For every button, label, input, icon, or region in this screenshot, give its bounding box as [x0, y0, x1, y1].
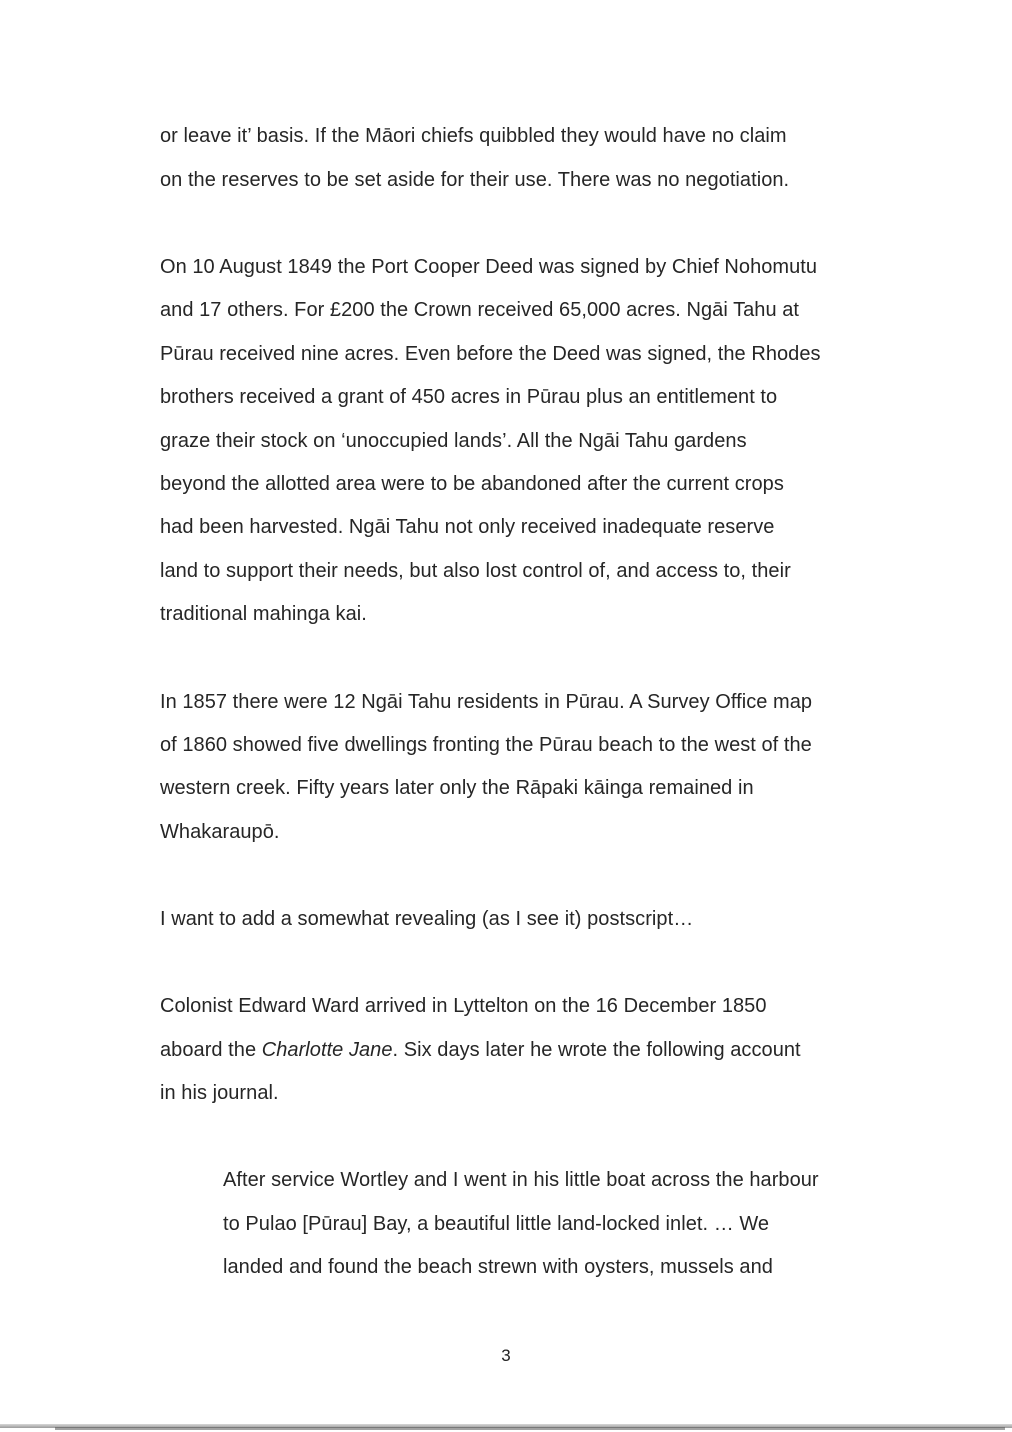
scan-bottom-shadow	[55, 1427, 1005, 1430]
quote-line: landed and found the beach strewn with oysters, mussels and	[223, 1256, 773, 1278]
text-line: In 1857 there were 12 Ngāi Tahu residents in Pūrau. A Survey Office map	[160, 691, 813, 713]
text-line: western creek. Fifty years later only the Rāpaki kāinga remained in	[160, 777, 754, 799]
text-line: had been harvested. Ngāi Tahu not only received inadequate reserve	[160, 516, 775, 538]
text-line: beyond the allotted area were to be abandoned after the current crops	[160, 473, 784, 495]
text-run: aboard the	[160, 1039, 262, 1061]
quote-line: to Pulao [Pūrau] Bay, a beautiful little land-locked inlet. … We	[223, 1213, 770, 1235]
text-line: on the reserves to be set aside for their use. There was no negotiation.	[160, 169, 790, 191]
text-line: traditional mahinga kai.	[160, 603, 367, 625]
text-line: Pūrau received nine acres. Even before the Deed was signed, the Rhodes	[160, 343, 821, 365]
text-line: land to support their needs, but also lost control of, and access to, their	[160, 560, 791, 582]
text-line: On 10 August 1849 the Port Cooper Deed was signed by Chief Nohomutu	[160, 256, 818, 278]
text-line: or leave it’ basis. If the Māori chiefs quibbled they would have no claim	[160, 125, 787, 147]
text-line: in his journal.	[160, 1082, 279, 1104]
text-line: Whakaraupō.	[160, 821, 280, 843]
text-line-with-italic	[160, 1037, 801, 1063]
text-run: . Six days later he wrote the following account	[392, 1039, 801, 1061]
ship-name: Charlotte Jane	[261, 1039, 393, 1061]
text-line: and 17 others. For £200 the Crown received 65,000 acres. Ngāi Tahu at	[160, 299, 800, 321]
text-line: Colonist Edward Ward arrived in Lyttelton on the 16 December 1850	[160, 995, 767, 1017]
page-number: 3	[501, 1346, 511, 1365]
text-line: of 1860 showed five dwellings fronting the Pūrau beach to the west of the	[160, 734, 812, 756]
quote-line: After service Wortley and I went in his little boat across the harbour	[223, 1169, 819, 1191]
text-line: I want to add a somewhat revealing (as I see it) postscript…	[160, 908, 694, 930]
text-line: graze their stock on ‘unoccupied lands’. All the Ngāi Tahu gardens	[160, 430, 747, 452]
text-line: brothers received a grant of 450 acres in Pūrau plus an entitlement to	[160, 386, 778, 408]
